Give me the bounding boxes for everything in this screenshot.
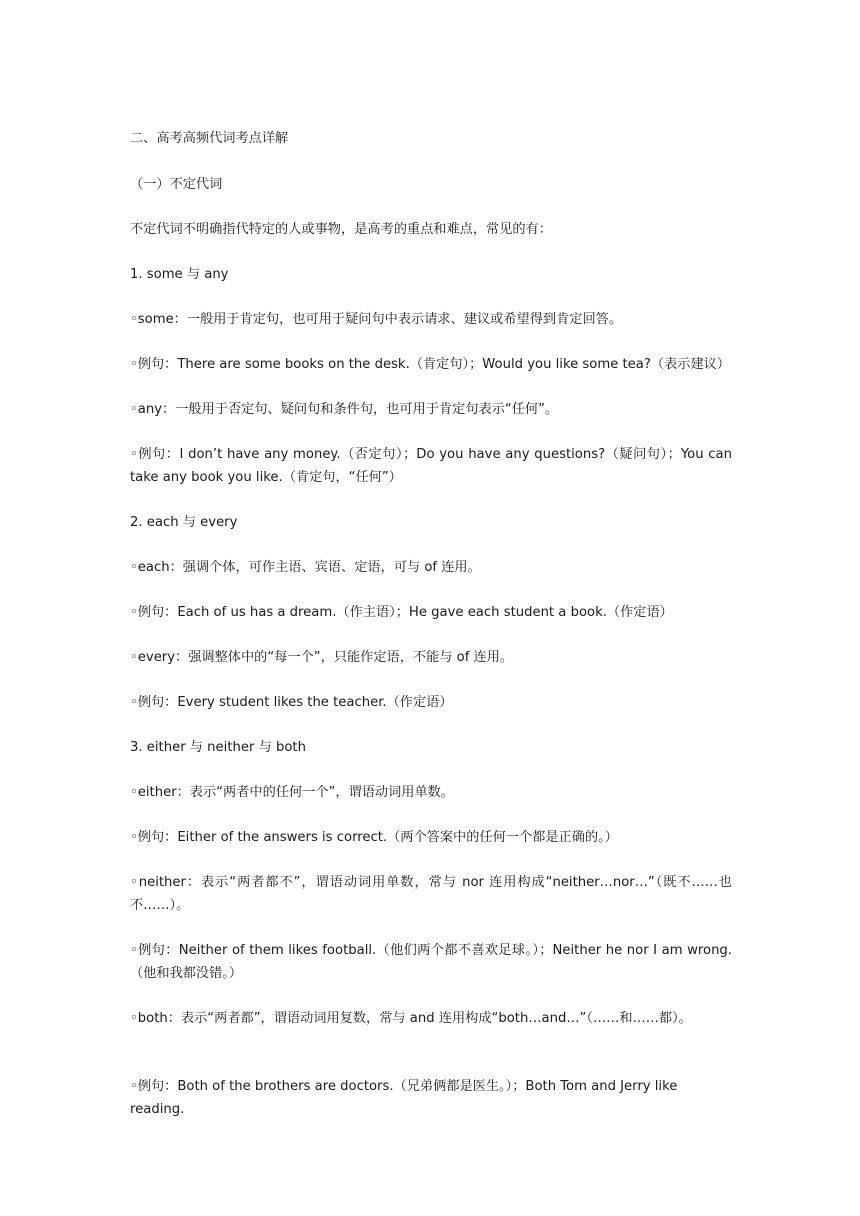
list-item: ◦both：表示“两者都”，谓语动词用复数，常与 and 连用构成“both…and…”（……和……都）。: [130, 1011, 692, 1026]
list-item: ◦例句：Neither of them likes football.（他们两个都不喜欢足球。）；Neither he nor I am wrong.（他和我都没错。）: [130, 943, 732, 981]
list-item: ◦neither：表示“两者都不”，谓语动词用单数，常与 nor 连用构成“neither…nor…”（既不……也不……）。: [130, 875, 732, 913]
list-item: ◦some：一般用于肯定句，也可用于疑问句中表示请求、建议或希望得到肯定回答。: [130, 312, 623, 327]
list-item: ◦例句：Each of us has a dream.（作主语）；He gave each student a book.（作定语）: [130, 605, 673, 620]
item-title: 3. either 与 neither 与 both: [130, 740, 306, 755]
list-item: ◦例句：There are some books on the desk.（肯定句）；Would you like some tea?（表示建议）: [130, 357, 731, 372]
section-heading: 二、高考高频代词考点详解: [130, 131, 289, 146]
list-item: ◦either：表示“两者中的任何一个”，谓语动词用单数。: [130, 785, 455, 800]
list-item: ◦例句：Both of the brothers are doctors.（兄弟俩都是医生。）；Both Tom and Jerry like reading.: [130, 1079, 678, 1117]
subsection-heading: （一）不定代词: [130, 177, 223, 192]
list-item: ◦例句：Either of the answers is correct.（两个答案中的任何一个都是正确的。）: [130, 830, 618, 845]
item-title: 2. each 与 every: [130, 515, 238, 530]
list-item: ◦例句：Every student likes the teacher.（作定语）: [130, 695, 453, 710]
list-item: ◦any：一般用于否定句、疑问句和条件句，也可用于肯定句表示“任何”。: [130, 402, 559, 417]
list-item: ◦例句：I don’t have any money.（否定句）；Do you have any questions?（疑问句）；You can take any book you like.（肯定句，“任何”）: [130, 447, 732, 485]
list-item: ◦each：强调个体，可作主语、宾语、定语，可与 of 连用。: [130, 560, 481, 575]
intro-paragraph: 不定代词不明确指代特定的人或事物，是高考的重点和难点，常见的有：: [130, 222, 552, 237]
item-title: 1. some 与 any: [130, 267, 229, 282]
list-item: ◦every：强调整体中的“每一个”，只能作定语，不能与 of 连用。: [130, 650, 514, 665]
